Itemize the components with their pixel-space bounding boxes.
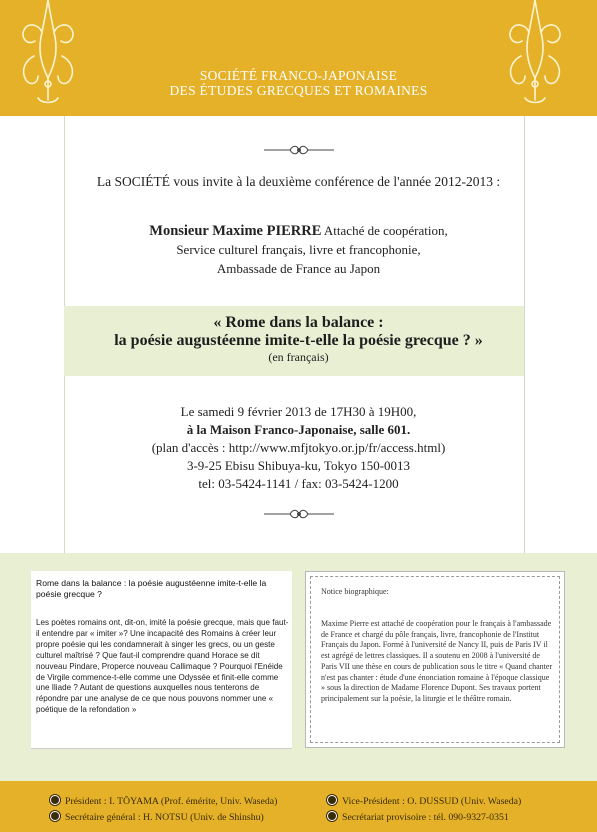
bullet-icon (327, 795, 337, 805)
header-banner (0, 0, 597, 116)
talk-title-line2: la poésie augustéenne imite-t-elle la poésie grecque ? » (114, 332, 483, 349)
footer-secretary (50, 811, 264, 823)
bio-card (305, 571, 565, 748)
divider-ornament-bottom-icon (262, 507, 336, 521)
speaker-role3: Ambassade de France au Japon (216, 261, 381, 276)
society-name-line2: DES ÉTUDES GRECQUES ET ROMAINES (169, 83, 428, 98)
secretary-text: Secrétaire général : H. NOTSU (Univ. de Shinshu) (65, 812, 264, 823)
bullet-icon (50, 811, 60, 821)
vice-president-text: Vice-Président : O. DUSSUD (Univ. Waseda) (342, 796, 522, 807)
event-date: Le samedi 9 février 2013 de 17H30 à 19H00, (180, 404, 417, 419)
footer-president (50, 795, 277, 807)
speaker-role1: Attaché de coopération, (321, 223, 448, 238)
speaker-name: Monsieur Maxime PIERRE (149, 223, 322, 239)
speaker-role2: Service culturel français, livre et francophonie, (176, 242, 421, 257)
footer-vice-president (327, 795, 521, 807)
abstract-title: Rome dans la balance : la poésie augustéenne imite-t-elle la poésie grecque ? (36, 578, 267, 599)
society-name-line1: SOCIÉTÉ FRANCO-JAPONAISE (199, 68, 398, 83)
event-address: 3-9-25 Ebisu Shibuya-ku, Tokyo 150-0013 (186, 458, 411, 473)
secretariat-text: Secrétariat provisoire : tél. 090-9327-0351 (342, 812, 509, 823)
divider-ornament-top-icon (262, 143, 336, 157)
bullet-icon (50, 795, 60, 805)
speaker-line (0, 223, 597, 240)
footer-secretariat (327, 811, 509, 823)
bullet-icon (327, 811, 337, 821)
president-text: Président : I. TŌYAMA (Prof. émérite, Univ. Waseda) (65, 796, 278, 807)
access-map-link[interactable]: (plan d'accès : http://www.mfjtokyo.or.jp/fr/access.html) (151, 440, 446, 455)
contact-phone: tel: 03-5424-1141 / fax: 03-5424-1200 (198, 476, 399, 491)
abstract-card (31, 571, 292, 749)
talk-title-line1: « Rome dans la balance : (213, 314, 384, 331)
invitation-text: La SOCIÉTÉ vous invite à la deuxième conférence de l'année 2012-2013 : (96, 174, 501, 189)
footer-band (0, 781, 597, 832)
abstract-text: Les poètes romains ont, dit-on, imité la poésie grecque, mais que faut-il entendre par « imiter »? Une incapacité des Romains à créer leur propre poésie qui les condamnerait à singer les grecs, ou un geste culturel maîtrisé ? Que faut-il comprendre quand Horace se dit nouveau Pindare, Properce nouveau Callimaque ? Pourquoi l'Enéide de Virgile commence-t-elle comme une Odyssée et finit-elle comme une Iliade ? Autant de questions auxquelles nous tenterons de répondre par une analyse de ce que nous pouvons nommer une « poétique de la refondation » (36, 618, 289, 715)
event-venue: à la Maison Franco-Japonaise, salle 601. (186, 422, 411, 437)
talk-language: (en français) (268, 350, 329, 364)
bio-label: Notice biographique: (321, 587, 389, 596)
ornament-right-icon (495, 0, 575, 116)
bio-text: Maxime Pierre est attaché de coopération pour le français à l'ambassade de France et chargé du pôle français, livre, francophonie de l'Institut Français du Japon. Formé à l'université de Nancy II, puis de Paris IV il est agrégé de lettres classiques. Il a soutenu en 2008 à l'université de Paris VII une thèse en cours de publication sous le titre « Quand chanter n'est pas chanter : étude d'une énonciation romaine à l'époque classique » sous la direction de Madame Florence Dupont. Ses travaux portent principalement sur la poésie, la liturgie et le théâtre romain. (321, 619, 553, 703)
